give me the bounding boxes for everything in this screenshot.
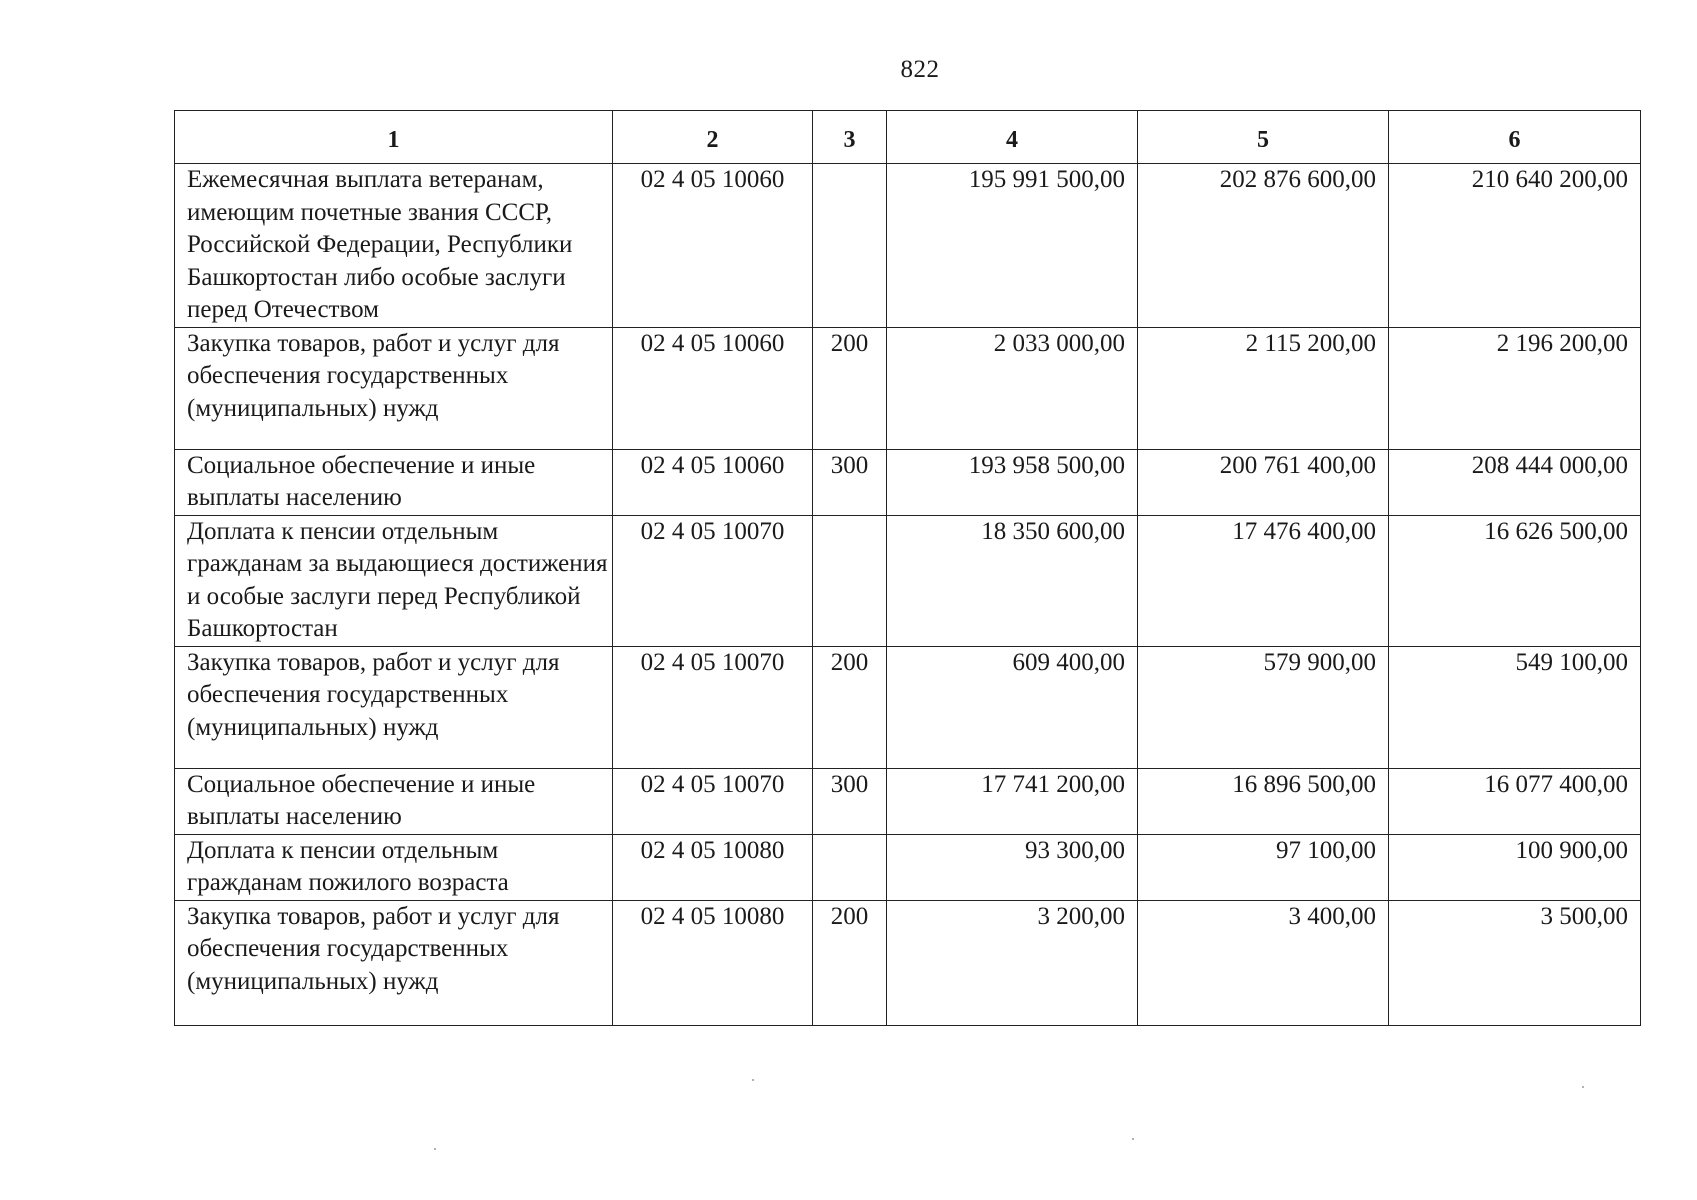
row-expense-type: 200 (813, 327, 887, 449)
row-expense-type: 300 (813, 768, 887, 834)
table-row (175, 834, 1641, 900)
row-amount-year1: 193 958 500,00 (887, 449, 1138, 515)
row-amount-year1: 3 200,00 (887, 900, 1138, 1025)
column-header-3: 3 (813, 111, 887, 164)
table-row (175, 164, 1641, 328)
row-amount-year2: 579 900,00 (1138, 646, 1389, 768)
table-row (175, 646, 1641, 768)
row-amount-year3: 2 196 200,00 (1389, 327, 1641, 449)
row-target-code: 02 4 05 10060 (613, 164, 813, 328)
row-name: Доплата к пенсии отдельным гражданам пожилого возраста (175, 834, 613, 900)
table-header-row (175, 111, 1641, 164)
column-header-5: 5 (1138, 111, 1389, 164)
column-header-4: 4 (887, 111, 1138, 164)
row-amount-year3: 208 444 000,00 (1389, 449, 1641, 515)
row-amount-year1: 609 400,00 (887, 646, 1138, 768)
row-name: Закупка товаров, работ и услуг для обеспечения государственных (муниципальных) нужд (175, 900, 613, 1025)
row-name: Социальное обеспечение и иные выплаты населению (175, 768, 613, 834)
row-amount-year2: 2 115 200,00 (1138, 327, 1389, 449)
row-amount-year2: 17 476 400,00 (1138, 515, 1389, 646)
row-amount-year3: 16 626 500,00 (1389, 515, 1641, 646)
row-target-code: 02 4 05 10060 (613, 327, 813, 449)
row-amount-year3: 210 640 200,00 (1389, 164, 1641, 328)
row-expense-type: 300 (813, 449, 887, 515)
page-number: 822 (900, 56, 940, 83)
row-amount-year3: 549 100,00 (1389, 646, 1641, 768)
scan-speck (1132, 1138, 1134, 1140)
column-header-2: 2 (613, 111, 813, 164)
row-target-code: 02 4 05 10080 (613, 834, 813, 900)
row-amount-year1: 17 741 200,00 (887, 768, 1138, 834)
row-name: Социальное обеспечение и иные выплаты населению (175, 449, 613, 515)
row-amount-year2: 97 100,00 (1138, 834, 1389, 900)
row-name: Доплата к пенсии отдельным гражданам за выдающиеся достижения и особые заслуги перед Республикой Башкортостан (175, 515, 613, 646)
scan-speck (434, 1148, 436, 1150)
column-header-1: 1 (175, 111, 613, 164)
row-expense-type (813, 834, 887, 900)
row-amount-year3: 16 077 400,00 (1389, 768, 1641, 834)
row-target-code: 02 4 05 10070 (613, 768, 813, 834)
row-expense-type (813, 515, 887, 646)
row-name: Закупка товаров, работ и услуг для обеспечения государственных (муниципальных) нужд (175, 327, 613, 449)
table-row (175, 900, 1641, 1025)
row-amount-year1: 18 350 600,00 (887, 515, 1138, 646)
row-target-code: 02 4 05 10070 (613, 515, 813, 646)
row-amount-year3: 3 500,00 (1389, 900, 1641, 1025)
table-row (175, 327, 1641, 449)
row-target-code: 02 4 05 10070 (613, 646, 813, 768)
table-row (175, 515, 1641, 646)
row-amount-year3: 100 900,00 (1389, 834, 1641, 900)
row-amount-year1: 2 033 000,00 (887, 327, 1138, 449)
row-amount-year2: 16 896 500,00 (1138, 768, 1389, 834)
row-name: Закупка товаров, работ и услуг для обеспечения государственных (муниципальных) нужд (175, 646, 613, 768)
row-name: Ежемесячная выплата ветеранам, имеющим почетные звания СССР, Российской Федерации, Республики Башкортостан либо особые заслуги перед Отечеством (175, 164, 613, 328)
row-expense-type: 200 (813, 900, 887, 1025)
scan-speck (1582, 1086, 1584, 1088)
row-amount-year1: 195 991 500,00 (887, 164, 1138, 328)
row-expense-type: 200 (813, 646, 887, 768)
scan-speck (752, 1079, 754, 1081)
row-target-code: 02 4 05 10080 (613, 900, 813, 1025)
table-row (175, 768, 1641, 834)
column-header-6: 6 (1389, 111, 1641, 164)
table-row (175, 449, 1641, 515)
row-amount-year2: 200 761 400,00 (1138, 449, 1389, 515)
row-amount-year2: 202 876 600,00 (1138, 164, 1389, 328)
row-amount-year2: 3 400,00 (1138, 900, 1389, 1025)
row-expense-type (813, 164, 887, 328)
budget-table (174, 110, 1641, 1026)
row-amount-year1: 93 300,00 (887, 834, 1138, 900)
row-target-code: 02 4 05 10060 (613, 449, 813, 515)
